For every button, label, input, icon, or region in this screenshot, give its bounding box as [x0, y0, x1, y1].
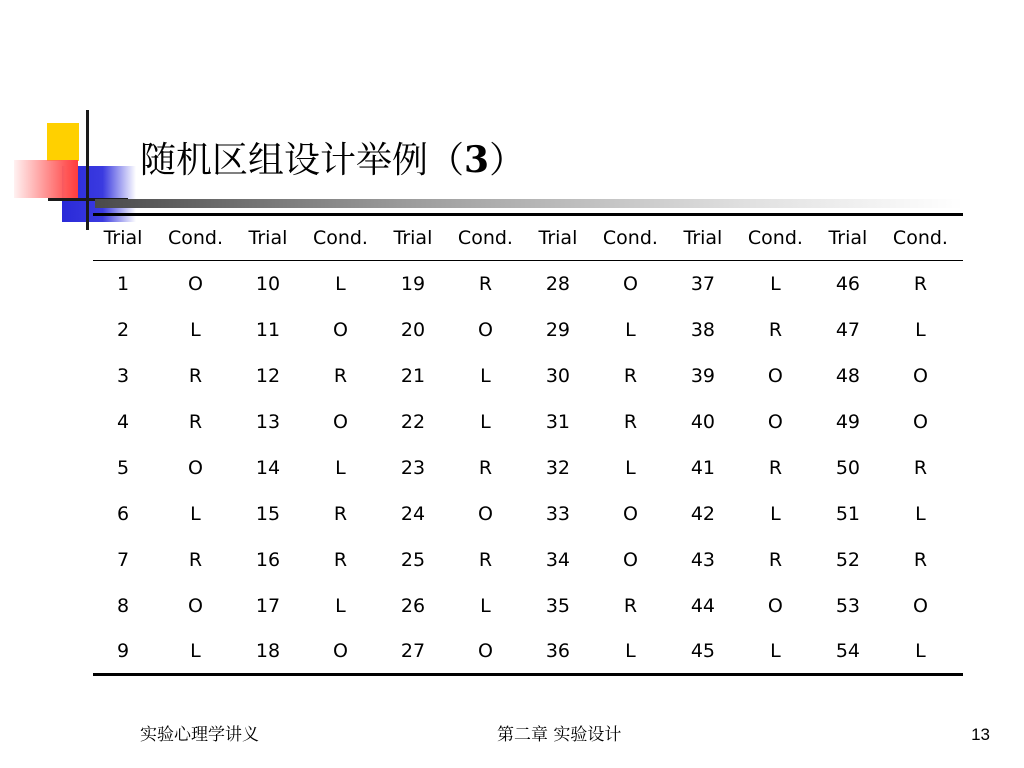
trial-number-cell: 32 — [545, 456, 571, 479]
condition-cell: R — [188, 410, 203, 433]
condition-cell: O — [767, 364, 783, 387]
condition-cell: L — [335, 272, 346, 295]
trial-number-cell: 24 — [400, 502, 426, 525]
trial-number-cell: 39 — [690, 364, 716, 387]
header-condition: Cond. — [457, 227, 513, 249]
header-condition: Cond. — [892, 227, 948, 249]
slide-title-close: ） — [489, 140, 526, 181]
trial-number-cell: 14 — [255, 456, 281, 479]
header-trial: Trial — [828, 227, 868, 249]
condition-cell: R — [333, 548, 348, 571]
footer-course-title: 实验心理学讲义 — [140, 725, 259, 745]
trial-number-cell: 4 — [116, 410, 130, 433]
trial-number-cell: 29 — [545, 318, 571, 341]
condition-cell: L — [480, 594, 491, 617]
slide-title-text: 随机区组设计举例（ — [140, 140, 465, 181]
condition-cell: R — [913, 272, 928, 295]
condition-cell: R — [478, 548, 493, 571]
condition-cell: L — [770, 502, 781, 525]
trial-number-cell: 42 — [690, 502, 716, 525]
condition-cell: O — [477, 639, 493, 662]
table-row — [93, 445, 963, 491]
condition-cell: L — [770, 639, 781, 662]
decor-red-square — [14, 160, 78, 198]
trial-condition-table — [93, 213, 963, 676]
table-row — [93, 353, 963, 399]
trial-number-cell: 38 — [690, 318, 716, 341]
condition-cell: L — [625, 318, 636, 341]
trial-number-cell: 22 — [400, 410, 426, 433]
condition-cell: L — [625, 456, 636, 479]
header-trial: Trial — [248, 227, 288, 249]
trial-number-cell: 35 — [545, 594, 571, 617]
trial-number-cell: 51 — [835, 502, 860, 525]
header-trial: Trial — [103, 227, 143, 249]
condition-cell: L — [625, 639, 636, 662]
condition-cell: O — [332, 318, 348, 341]
condition-cell: O — [622, 548, 638, 571]
condition-cell: O — [622, 272, 638, 295]
header-condition: Cond. — [167, 227, 223, 249]
trial-number-cell: 31 — [545, 410, 571, 433]
trial-number-cell: 30 — [545, 364, 571, 387]
condition-cell: L — [915, 639, 926, 662]
condition-cell: L — [480, 364, 491, 387]
condition-cell: R — [478, 272, 493, 295]
trial-number-cell: 23 — [400, 456, 426, 479]
trial-number-cell: 36 — [545, 639, 571, 662]
trial-number-cell: 8 — [116, 594, 130, 617]
condition-cell: R — [188, 364, 203, 387]
condition-cell: O — [477, 318, 493, 341]
condition-cell: L — [335, 594, 346, 617]
condition-cell: R — [478, 456, 493, 479]
trial-number-cell: 12 — [255, 364, 281, 387]
footer-chapter-title: 第二章 实验设计 — [497, 725, 622, 745]
trial-number-cell: 13 — [255, 410, 281, 433]
trial-number-cell: 3 — [116, 364, 130, 387]
trial-number-cell: 41 — [690, 456, 716, 479]
trial-number-cell: 9 — [116, 639, 130, 662]
trial-number-cell: 5 — [116, 456, 130, 479]
trial-number-cell: 52 — [835, 548, 860, 571]
table-row — [93, 491, 963, 537]
condition-cell: O — [912, 364, 928, 387]
trial-number-cell: 33 — [545, 502, 571, 525]
condition-cell: O — [187, 456, 203, 479]
table-row — [93, 583, 963, 629]
trial-number-cell: 28 — [545, 272, 571, 295]
table-row — [93, 399, 963, 445]
table-header — [93, 215, 963, 261]
trial-number-cell: 20 — [400, 318, 426, 341]
trial-number-cell: 21 — [400, 364, 426, 387]
header-trial: Trial — [683, 227, 723, 249]
table-header-row — [93, 215, 963, 261]
header-condition: Cond. — [602, 227, 658, 249]
condition-cell: R — [623, 410, 638, 433]
trial-number-cell: 27 — [400, 639, 426, 662]
trial-number-cell: 26 — [400, 594, 426, 617]
condition-cell: R — [913, 548, 928, 571]
table-row — [93, 261, 963, 307]
condition-cell: L — [190, 318, 201, 341]
trial-number-cell: 18 — [255, 639, 281, 662]
title-underline-rule — [95, 199, 963, 208]
trial-number-cell: 1 — [116, 272, 130, 295]
condition-cell: O — [332, 410, 348, 433]
condition-cell: R — [768, 318, 783, 341]
condition-cell: O — [187, 594, 203, 617]
trial-number-cell: 47 — [835, 318, 860, 341]
slide-title-number: 3 — [464, 139, 490, 181]
trial-number-cell: 45 — [690, 639, 716, 662]
condition-cell: L — [335, 456, 346, 479]
condition-cell: R — [333, 502, 348, 525]
condition-cell: O — [477, 502, 493, 525]
decor-vertical-line — [86, 110, 89, 230]
trial-number-cell: 10 — [255, 272, 281, 295]
condition-cell: R — [623, 594, 638, 617]
trial-number-cell: 40 — [690, 410, 716, 433]
trial-number-cell: 46 — [835, 272, 860, 295]
decor-yellow-square — [47, 123, 79, 161]
trial-number-cell: 37 — [690, 272, 716, 295]
trial-number-cell: 43 — [690, 548, 716, 571]
condition-cell: L — [480, 410, 491, 433]
header-condition: Cond. — [312, 227, 368, 249]
header-trial: Trial — [538, 227, 578, 249]
condition-cell: O — [187, 272, 203, 295]
table-row — [93, 537, 963, 583]
trial-number-cell: 17 — [255, 594, 281, 617]
trial-number-cell: 54 — [835, 639, 860, 662]
table-row — [93, 307, 963, 353]
condition-cell: O — [912, 410, 928, 433]
condition-cell: O — [332, 639, 348, 662]
condition-cell: R — [188, 548, 203, 571]
trial-number-cell: 16 — [255, 548, 281, 571]
trial-number-cell: 2 — [116, 318, 130, 341]
condition-cell: L — [770, 272, 781, 295]
trial-number-cell: 19 — [400, 272, 426, 295]
condition-cell: L — [915, 318, 926, 341]
slide-title — [140, 136, 525, 185]
condition-cell: O — [767, 410, 783, 433]
trial-number-cell: 25 — [400, 548, 426, 571]
trial-number-cell: 11 — [255, 318, 281, 341]
table-body — [93, 261, 963, 675]
condition-cell: R — [623, 364, 638, 387]
trial-number-cell: 44 — [690, 594, 716, 617]
condition-cell: L — [190, 639, 201, 662]
trial-number-cell: 34 — [545, 548, 571, 571]
trial-number-cell: 15 — [255, 502, 281, 525]
trial-number-cell: 7 — [116, 548, 130, 571]
footer-page-number: 13 — [971, 725, 990, 744]
condition-cell: R — [913, 456, 928, 479]
condition-cell: L — [915, 502, 926, 525]
condition-cell: R — [768, 456, 783, 479]
condition-cell: O — [622, 502, 638, 525]
condition-cell: O — [912, 594, 928, 617]
trial-number-cell: 49 — [835, 410, 860, 433]
header-trial: Trial — [393, 227, 433, 249]
condition-cell: R — [768, 548, 783, 571]
trial-number-cell: 6 — [116, 502, 130, 525]
condition-cell: L — [190, 502, 201, 525]
header-condition: Cond. — [747, 227, 803, 249]
trial-number-cell: 50 — [835, 456, 860, 479]
trial-number-cell: 53 — [835, 594, 860, 617]
trial-number-cell: 48 — [835, 364, 860, 387]
condition-cell: O — [767, 594, 783, 617]
condition-cell: R — [333, 364, 348, 387]
table-row — [93, 629, 963, 675]
